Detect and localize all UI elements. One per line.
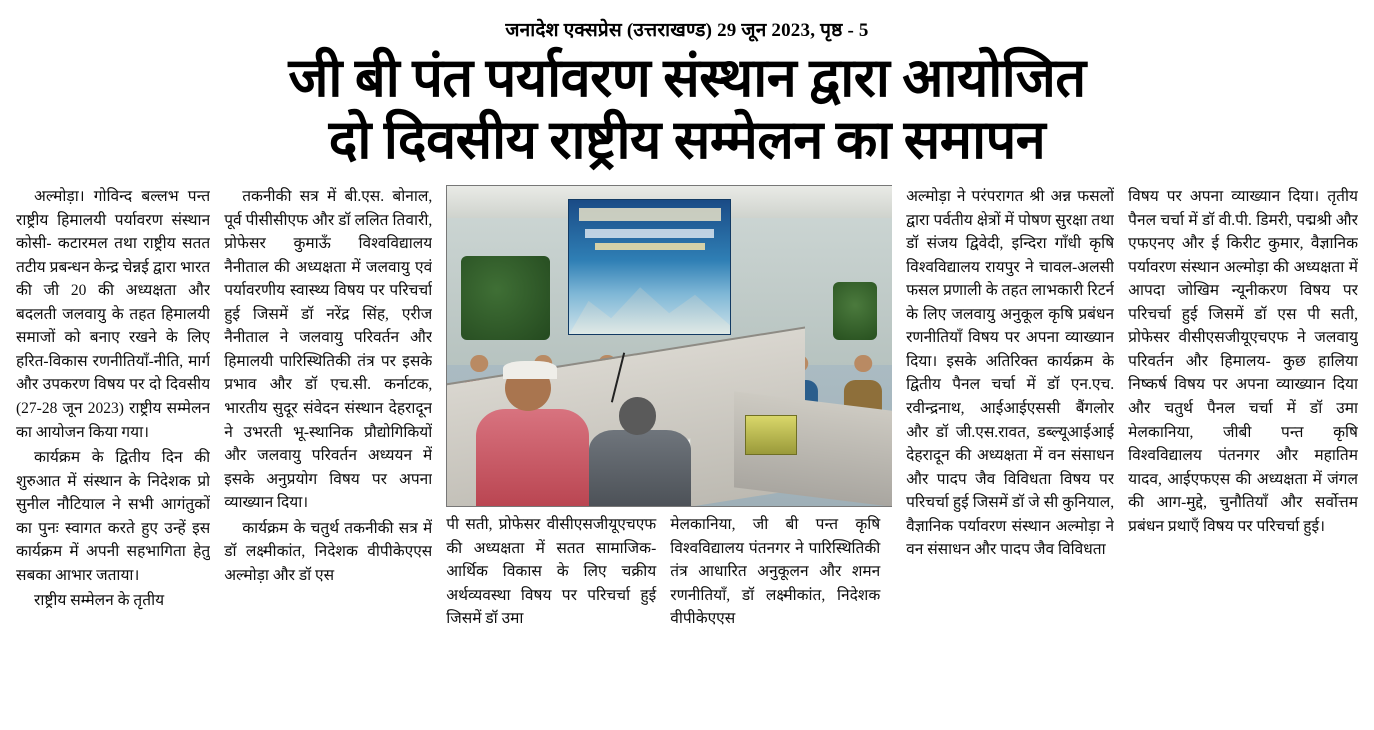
person-body — [589, 430, 691, 508]
photo-equipment-box — [745, 415, 796, 455]
paragraph: तकनीकी सत्र में बी.एस. बोनाल, पूर्व पीसीसीएफ और डॉ ललित तिवारी, प्रोफेसर कुमाऊँ विश्वविद्यालय नैनीताल की अध्यक्षता में जलवायु एवं पर्यावरणीय स्वास्थ्य विषय पर परिचर्चा हुई जिसमें डॉ नरेंद्र सिंह, एरीज नैनीताल ने जलवायु परिवर्तन और हिमालयी पारिस्थितिकी तंत्र पर इसके प्रभाव और डॉ एच.सी. कर्नाटक, भारतीय सुदूर संवेदन संस्थान देहरादून ने उभरती भू-स्थानिक प्रौद्योगिकियों और जलवायु परिवर्तन अध्ययन में इसके अनुप्रयोग विषय पर अपना व्याख्यान दिया। — [224, 188, 433, 512]
conference-hall-photo — [446, 185, 892, 507]
paragraph: मेलकानिया, जी बी पन्त कृषि विश्वविद्यालय पंतनगर ने पारिस्थितिकी तंत्र आधारित अनुकूलन और शमन रणनीतियाँ, डॉ लक्ष्मीकांत, निदेशक वीपीकेएएस — [670, 516, 881, 628]
column-1 — [16, 185, 210, 615]
banner-mountain-graphic — [569, 272, 730, 334]
person-body — [476, 409, 589, 507]
page-headline — [16, 48, 1358, 171]
photo-foreground-person-left — [465, 365, 599, 507]
column-4 — [906, 185, 1114, 564]
paragraph: अल्मोड़ा ने परंपरागत श्री अन्न फसलों द्वारा पर्वतीय क्षेत्रों में पोषण सुरक्षा तथा डॉ संजय द्विवेदी, इन्दिरा गाँधी कृषि विश्वविद्यालय रायपुर ने चावल-अलसी फसल प्रणाली के तहत लाभकारी रिटर्न के लिए जलवायु अनुकूल कृषि प्रबंधन रणनीतियाँ विषय पर अपना व्याख्यान दिया। इसके अतिरिक्त कार्यक्रम के द्वितीय पैनल चर्चा में डॉ एन.एच. रवीन्द्रनाथ, आईआईएससी बैंगलोर और डॉ जी.एस.रावत, डब्ल्यूआईआई देहरादून की अध्यक्षता में वन संसाधन और पादप जैव विविधता विषय पर परिचर्चा हुई जिसमें डॉ जे सी कुनियाल, वैज्ञानिक पर्यावरण संस्थान अल्मोड़ा ने वन संसाधन और पादप जैव विविधता — [906, 188, 1115, 559]
person-cap — [503, 361, 557, 379]
banner-title-strip — [585, 229, 714, 237]
paragraph: कार्यक्रम के द्वितीय दिन की शुरुआत में संस्थान के निदेशक प्रो सुनील नौटियाल ने सभी आगंतुकों का पुनः स्वागत करते हुए उन्हें इस कार्यक्रम में अपनी सहभागिता हेतु सबका आभार जताया। — [16, 449, 211, 584]
person-head — [854, 355, 872, 373]
article-columns — [16, 185, 1358, 640]
column-2 — [224, 185, 432, 589]
caption-columns — [446, 513, 892, 633]
column-3 — [446, 185, 892, 633]
photo-plant-left — [461, 256, 551, 339]
paragraph: राष्ट्रीय सम्मेलन के तृतीय — [34, 592, 165, 610]
paragraph: अल्मोड़ा। गोविन्द बल्लभ पन्त राष्ट्रीय हिमालयी पर्यावरण संस्थान कोसी- कटारमल तथा राष्ट्रीय सतत तटीय प्रबन्धन केन्द्र चेन्नई द्वारा भारत की जी 20 की अध्यक्षता और बदलती जलवायु के तहत हिमालयी समाजों को बनाए रखने के लिए हरित-विकास रणनीतियाँ-नीति, मार्ग और उपकरण विषय पर दो दिवसीय (27-28 जून 2023) राष्ट्रीय सम्मेलन का आयोजन किया गया। — [16, 188, 211, 441]
column-5 — [1128, 185, 1358, 540]
banner-top-strip — [579, 208, 721, 221]
paragraph: कार्यक्रम के चतुर्थ तकनीकी सत्र में डॉ लक्ष्मीकांत, निदेशक वीपीकेएएस अल्मोड़ा और डॉ एस — [224, 519, 433, 584]
paragraph: पी सती, प्रोफेसर वीसीएसजीयूएचएफ की अध्यक्षता में सतत सामाजिक-आर्थिक विकास के लिए चक्रीय अर्थव्यवस्था विषय पर परिचर्चा हुई जिसमें डॉ उमा — [446, 516, 657, 628]
masthead-line: जनादेश एक्सप्रेस (उत्तराखण्ड) 29 जून 2023, पृष्ठ - 5 — [505, 20, 869, 41]
person-head — [619, 397, 656, 434]
banner-subtitle-strip — [595, 243, 705, 250]
paragraph: विषय पर अपना व्याख्यान दिया। तृतीय पैनल चर्चा में डॉ वी.पी. डिमरी, पद्मश्री और एफएनए और ई किरीट कुमार, वैज्ञानिक पर्यावरण संस्थान अल्मोड़ा की अध्यक्षता में आपदा जोखिम न्यूनीकरण विषय पर परिचर्चा हुई जिसमें डॉ एस पी सती, प्रोफेसर वीसीएसजीयूएचएफ ने जलवायु परिवर्तन और हिमालय- कुछ हालिया निष्कर्ष विषय पर अपना व्याख्यान दिया और चतुर्थ पैनल चर्चा में डॉ उमा मेलकानिया, जीबी पन्त कृषि विश्वविद्यालय पंतनगर और महातिम यादव, आईएफएस की अध्यक्षता में जंगल की आग-मुद्दे, चुनौतियाँ और सर्वोत्तम प्रबंधन प्रथाएँ विषय पर परिचर्चा हुई। — [1128, 188, 1359, 535]
headline-line-2: दो दिवसीय राष्ट्रीय सम्मेलन का समापन — [328, 109, 1046, 170]
photo-plant-right — [833, 282, 878, 340]
photo-foreground-person-right — [582, 397, 698, 507]
photo-event-banner — [568, 199, 731, 335]
headline-line-1: जी बी पंत पर्यावरण संस्थान द्वारा आयोजित — [288, 48, 1086, 108]
